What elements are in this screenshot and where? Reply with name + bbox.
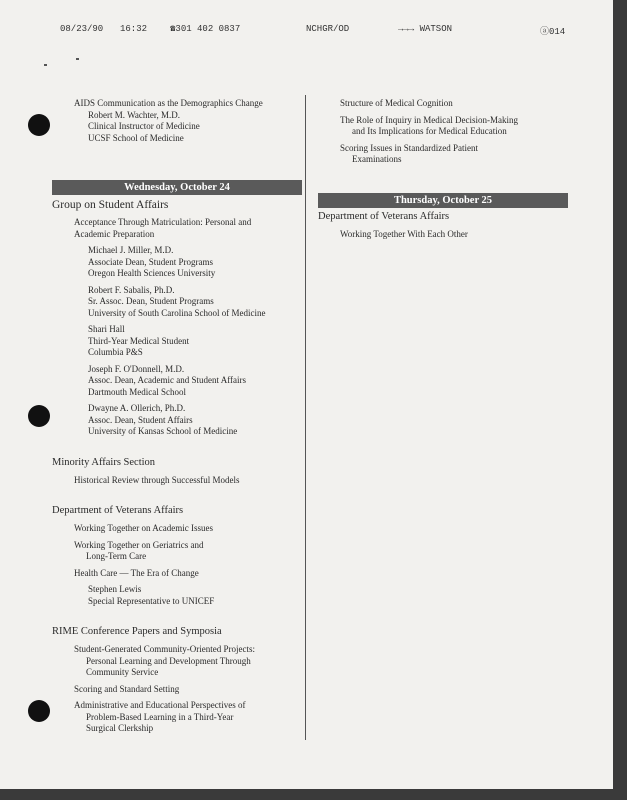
session-title: The Role of Inquiry in Medical Decision-Making and Its Implications for Medical Education bbox=[340, 114, 518, 136]
speaker-block bbox=[52, 110, 302, 145]
fax-date: 08/23/90 bbox=[60, 24, 104, 34]
session-title: Student-Generated Community-Oriented Projects: Personal Learning and Development Through Community Service bbox=[74, 644, 255, 677]
speaker-title: Associate Dean, Student Programs bbox=[88, 256, 213, 267]
day-band-wednesday: Wednesday, October 24 bbox=[52, 180, 302, 195]
speaker-institution: University of South Carolina School of Medicine bbox=[88, 307, 266, 318]
day-band-thursday: Thursday, October 25 bbox=[318, 193, 568, 208]
fax-page-number: ⓐ014 bbox=[540, 27, 566, 37]
column-divider bbox=[305, 95, 306, 740]
session-title: AIDS Communication as the Demographics Change bbox=[74, 98, 263, 108]
fax-from: NCHGR/OD bbox=[306, 24, 350, 34]
fax-speck bbox=[76, 58, 79, 60]
session-title: Working Together on Academic Issues bbox=[74, 523, 213, 533]
binder-hole bbox=[28, 405, 50, 427]
speaker-institution: UCSF School of Medicine bbox=[88, 132, 184, 143]
speaker-block bbox=[52, 584, 302, 607]
fax-phone: ☎301 402 0837 bbox=[170, 24, 241, 34]
session-title: Working Together With Each Other bbox=[340, 228, 468, 239]
fax-speck bbox=[44, 64, 47, 66]
speaker-block bbox=[52, 324, 302, 359]
speaker-title: Special Representative to UNICEF bbox=[88, 595, 215, 606]
fax-header bbox=[60, 24, 593, 36]
speaker-institution: Columbia P&S bbox=[88, 347, 143, 357]
speaker-title: Third-Year Medical Student bbox=[88, 335, 190, 346]
fax-to: →→→ WATSON bbox=[398, 24, 453, 34]
session-title: Historical Review through Successful Models bbox=[74, 474, 240, 485]
speaker-title: Assoc. Dean, Student Affairs bbox=[88, 414, 193, 425]
speaker-institution: Dartmouth Medical School bbox=[88, 386, 186, 397]
speaker-name: Michael J. Miller, M.D. bbox=[88, 245, 174, 255]
speaker-name: Joseph F. O'Donnell, M.D. bbox=[88, 363, 185, 374]
session-title: Administrative and Educational Perspectives of Problem-Based Learning in a Third-Year Surgical Clerkship bbox=[74, 700, 246, 733]
left-column bbox=[52, 98, 302, 735]
session-title: Working Together on Geriatrics and Long-Term Care bbox=[74, 539, 204, 561]
fax-time: 16:32 bbox=[120, 24, 148, 34]
speaker-institution: Oregon Health Sciences University bbox=[88, 268, 216, 278]
session-title: Structure of Medical Cognition bbox=[340, 98, 453, 108]
section-heading: Department of Veterans Affairs bbox=[52, 505, 184, 516]
speaker-title: Sr. Assoc. Dean, Student Programs bbox=[88, 296, 214, 306]
session-title: Health Care — The Era of Change bbox=[74, 567, 199, 578]
section-heading: Minority Affairs Section bbox=[52, 456, 156, 468]
session-title: Scoring and Standard Setting bbox=[74, 683, 180, 694]
speaker-institution: University of Kansas School of Medicine bbox=[88, 426, 238, 436]
speaker-name: Dwayne A. Ollerich, Ph.D. bbox=[88, 403, 186, 413]
session-title: Scoring Issues in Standardized Patient Examinations bbox=[340, 142, 478, 164]
section-heading: RIME Conference Papers and Symposia bbox=[52, 626, 222, 637]
speaker-title: Clinical Instructor of Medicine bbox=[88, 121, 200, 131]
binder-hole bbox=[28, 114, 50, 136]
speaker-block bbox=[52, 245, 302, 280]
speaker-block bbox=[52, 403, 302, 438]
right-column bbox=[318, 98, 568, 240]
speaker-block bbox=[52, 364, 302, 399]
speaker-name: Robert F. Sabalis, Ph.D. bbox=[88, 284, 175, 295]
section-heading: Group on Student Affairs bbox=[52, 199, 169, 211]
speaker-block bbox=[52, 285, 302, 320]
speaker-title: Assoc. Dean, Academic and Student Affairs bbox=[88, 375, 247, 385]
speaker-name: Stephen Lewis bbox=[88, 584, 142, 594]
section-heading: Department of Veterans Affairs bbox=[318, 210, 450, 222]
binder-hole bbox=[28, 700, 50, 722]
speaker-name: Robert M. Wachter, M.D. bbox=[88, 109, 180, 120]
speaker-name: Shari Hall bbox=[88, 324, 125, 334]
session-title: Acceptance Through Matriculation: Personal and Academic Preparation bbox=[74, 217, 252, 239]
